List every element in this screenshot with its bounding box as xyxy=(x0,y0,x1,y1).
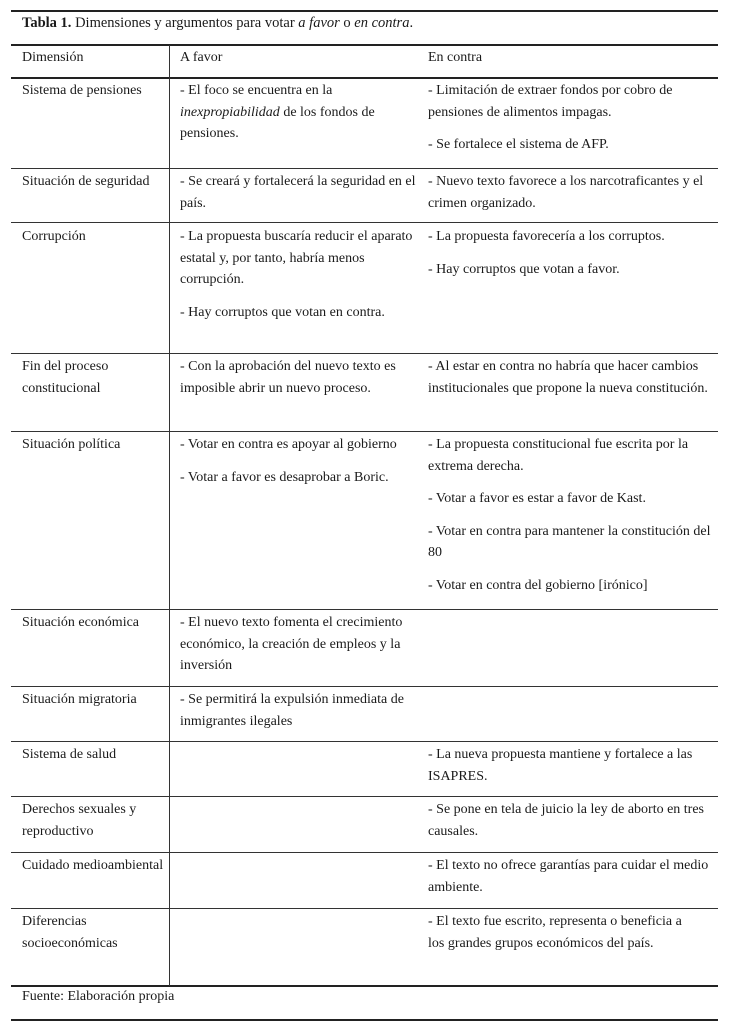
dimension-cell: Corrupción xyxy=(22,229,86,244)
contra-cell xyxy=(428,744,713,787)
favor-cell xyxy=(180,434,420,488)
caption-label: Tabla 1. xyxy=(22,15,72,31)
top-rule xyxy=(11,10,718,12)
dimension-cell: Situación económica xyxy=(22,615,140,630)
argument-item: - Votar a favor es estar a favor de Kast. xyxy=(428,491,646,506)
caption-text: Dimensiones y argumentos para votar xyxy=(71,15,299,31)
source-bottom-rule xyxy=(11,1019,718,1021)
argument-text: de los fondos de pensiones. xyxy=(180,104,375,141)
column-header-contra: En contra xyxy=(428,50,483,65)
dimension-cell: Sistema de salud xyxy=(22,747,117,762)
argument-item: - Se creará y fortalecerá la seguridad en el país. xyxy=(180,174,416,211)
argument-item: - Se pone en tela de juicio la ley de aborto en tres causales. xyxy=(428,802,705,839)
row-divider xyxy=(11,852,718,853)
argument-text: - El foco se encuentra en la xyxy=(180,83,333,98)
column-header-favor: A favor xyxy=(180,50,223,65)
favor-cell xyxy=(180,689,416,732)
row-divider xyxy=(11,222,718,223)
argument-item: - La propuesta constitucional fue escrita por la extrema derecha. xyxy=(428,437,689,474)
favor-cell xyxy=(180,171,420,214)
argument-item: - El texto fue escrito, representa o beneficia a los grandes grupos económicos del país. xyxy=(428,914,682,951)
dimension-cell: Diferencias socioeconómicas xyxy=(22,914,118,951)
contra-cell xyxy=(428,799,713,842)
row-divider xyxy=(11,908,718,909)
row-divider xyxy=(11,168,718,169)
dimension-cell: Fin del proceso constitucional xyxy=(22,359,109,396)
caption-text: o xyxy=(339,15,355,31)
argument-item: - Al estar en contra no habría que hacer cambios institucionales que propone la nueva constitución. xyxy=(428,359,708,396)
row-divider xyxy=(11,796,718,797)
row-divider xyxy=(11,741,718,742)
column-header-dimension: Dimensión xyxy=(22,50,84,65)
argument-item: - Con la aprobación del nuevo texto es imposible abrir un nuevo proceso. xyxy=(180,359,396,396)
row-divider xyxy=(11,431,718,432)
row-divider xyxy=(11,353,718,354)
table-bottom-rule xyxy=(11,985,718,987)
contra-cell xyxy=(428,80,713,156)
header-top-rule xyxy=(11,44,718,46)
argument-item: - La nueva propuesta mantiene y fortalece a las ISAPRES. xyxy=(428,747,693,784)
favor-cell xyxy=(180,356,420,399)
table-caption xyxy=(22,14,413,32)
argument-emphasis: inexpropiabilidad xyxy=(180,104,280,120)
argument-item: - Hay corruptos que votan a favor. xyxy=(428,261,620,277)
argument-item: - Votar en contra del gobierno [irónico] xyxy=(428,577,648,593)
table-source-note: Fuente: Elaboración propia xyxy=(22,989,175,1004)
contra-cell xyxy=(428,171,713,214)
argument-item: - La propuesta buscaría reducir el aparato estatal y, por tanto, habría menos corrupción. xyxy=(180,229,413,287)
row-divider xyxy=(11,686,718,687)
favor-cell xyxy=(180,226,420,323)
contra-cell xyxy=(428,911,688,954)
contra-cell xyxy=(428,226,713,280)
argument-item: - Hay corruptos que votan en contra. xyxy=(180,304,385,320)
caption-text: . xyxy=(409,15,414,31)
argument-item: - Se fortalece el sistema de AFP. xyxy=(428,137,609,152)
favor-cell xyxy=(180,80,420,145)
argument-item: - Se permitirá la expulsión inmediata de inmigrantes ilegales xyxy=(180,692,404,729)
header-bottom-rule xyxy=(11,77,718,79)
argument-item: - Votar en contra para mantener la constitución del 80 xyxy=(428,523,711,560)
contra-cell xyxy=(428,356,713,399)
argument-item: - Votar en contra es apoyar al gobierno xyxy=(180,437,397,452)
dimension-cell: Cuidado medioambiental xyxy=(22,858,164,873)
caption-italic-favor: a favor xyxy=(298,15,340,31)
argument-item: - La propuesta favorecería a los corruptos. xyxy=(428,229,665,244)
dimension-cell: Situación de seguridad xyxy=(22,174,150,189)
favor-cell xyxy=(180,612,416,677)
column-divider xyxy=(169,45,170,986)
dimension-cell: Sistema de pensiones xyxy=(22,83,142,98)
contra-cell xyxy=(428,434,713,596)
dimension-cell: Situación migratoria xyxy=(22,692,137,707)
argument-item xyxy=(180,80,420,145)
argument-item: - Nuevo texto favorece a los narcotraficantes y el crimen organizado. xyxy=(428,174,704,211)
argument-item: - Limitación de extraer fondos por cobro de pensiones de alimentos impagas. xyxy=(428,83,673,120)
caption-italic-contra: en contra xyxy=(354,15,410,31)
argument-item: - Votar a favor es desaprobar a Boric. xyxy=(180,469,389,485)
row-divider xyxy=(11,609,718,610)
contra-cell xyxy=(428,855,713,898)
dimension-cell: Derechos sexuales y reproductivo xyxy=(22,802,137,839)
dimension-cell: Situación política xyxy=(22,437,121,452)
argument-item: - El nuevo texto fomenta el crecimiento económico, la creación de empleos y la inversión xyxy=(180,615,403,673)
argument-item: - El texto no ofrece garantías para cuidar el medio ambiente. xyxy=(428,858,709,895)
